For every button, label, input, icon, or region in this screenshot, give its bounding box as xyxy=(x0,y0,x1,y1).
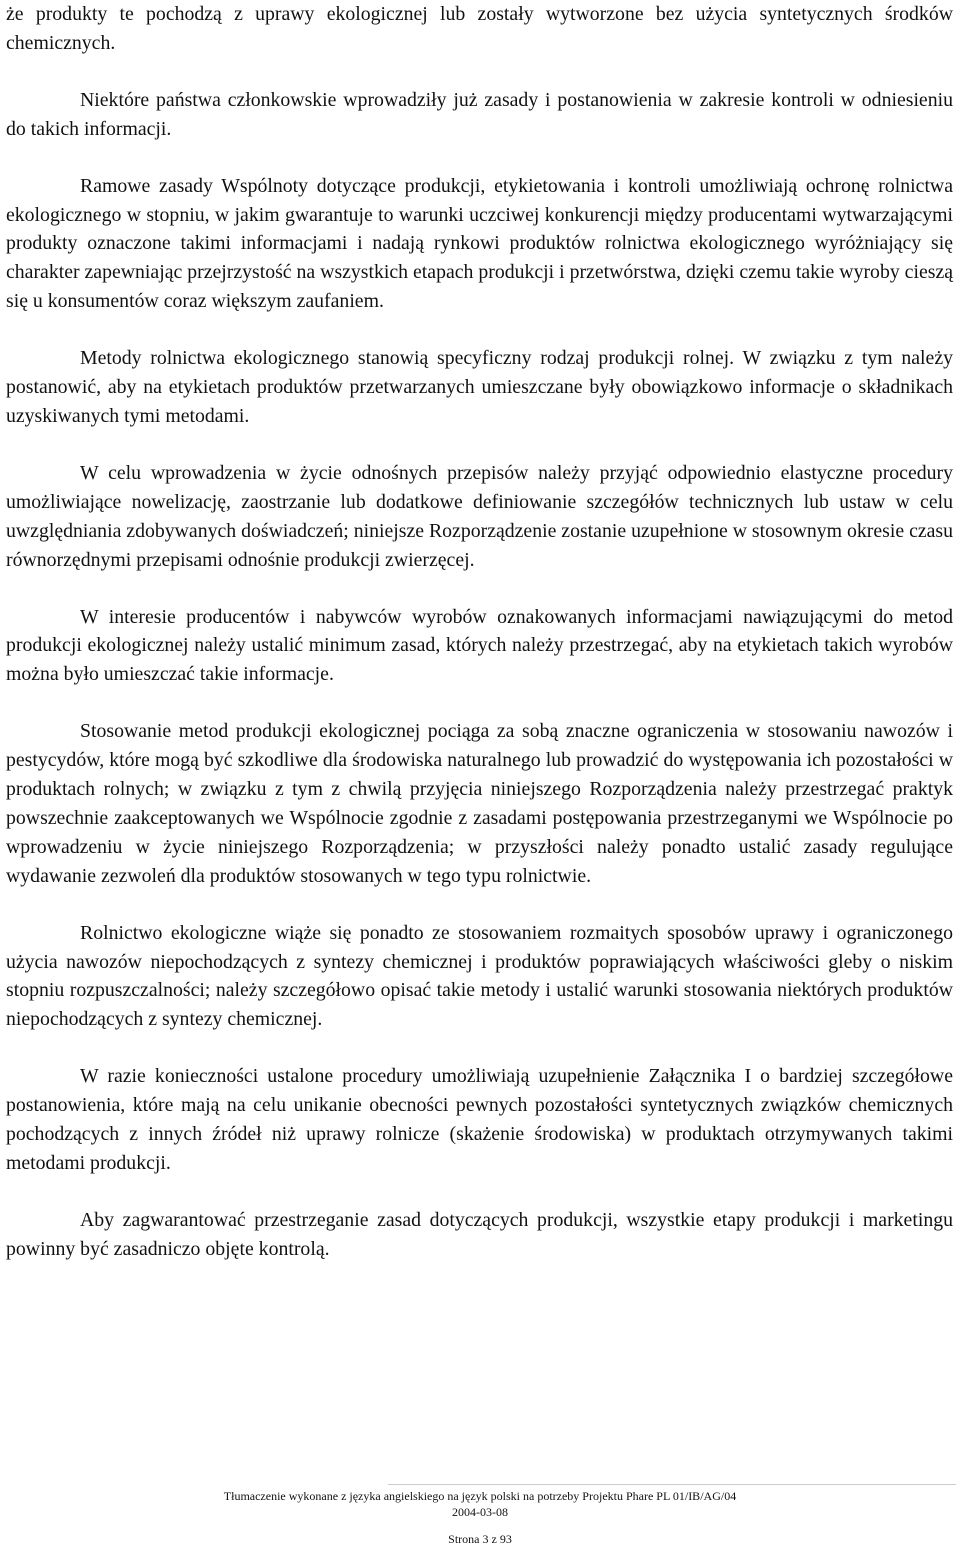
page-number: Strona 3 z 93 xyxy=(448,1532,512,1546)
paragraph: Aby zagwarantować przestrzeganie zasad dotyczących produkcji, wszystkie etapy produkcji i marketingu powinny być zasadniczo objęte kontrolą. xyxy=(6,1208,953,1260)
paragraph: Ramowe zasady Wspólnoty dotyczące produkcji, etykietowania i kontroli umożliwiają ochronę rolnictwa ekologicznego w stopniu, w jakim gwarantuje to warunki uczciwej konkurencji między producentami wytwarzającymi produkty oznaczone takimi informacjami i nadają rynkowi produktów rolnictwa ekologicznego wyróżniający się charakter zapewniając przejrzystość na wszystkich etapach produkcji i przetwórstwa, dzięki czemu takie wyroby cieszą się u konsumentów coraz większym zaufaniem. xyxy=(6,174,953,313)
paragraph: W celu wprowadzenia w życie odnośnych przepisów należy przyjąć odpowiednio elastyczne procedury umożliwiające nowelizację, zaostrzanie lub dodatkowe definiowanie szczegółów technicznych lub ustaw w celu uwzględniania zdobywanych doświadczeń; niniejsze Rozporządzenie zostanie uzupełnione w stosownym okresie czasu równorzędnymi przepisami odnośnie produkcji zwierzęcej. xyxy=(6,461,953,571)
paragraph: Rolnictwo ekologiczne wiąże się ponadto ze stosowaniem rozmaitych sposobów uprawy i ograniczonego użycia nawozów niepochodzących z syntezy chemicznej i produktów poprawiających właściwości gleby o niskim stopniu rozpuszczalności; należy szczegółowo opisać takie metody i ustalić warunki stosowania niektórych produktów niepochodzących z syntezy chemicznej. xyxy=(6,921,953,1031)
document-body xyxy=(6,0,953,1264)
footer-divider xyxy=(388,1484,956,1485)
paragraph: Metody rolnictwa ekologicznego stanowią specyficzny rodzaj produkcji rolnej. W związku z tym należy postanowić, aby na etykietach produktów przetwarzanych umieszczane były obowiązkowo informacje o składnikach uzyskiwanych tymi metodami. xyxy=(6,347,953,427)
page-footer xyxy=(0,1488,960,1520)
footer-translation-note: Tłumaczenie wykonane z języka angielskiego na język polski na potrzeby Projektu Phare PL 01/IB/AG/04 xyxy=(223,1489,737,1503)
paragraph: W interesie producentów i nabywców wyrobów oznakowanych informacjami nawiązującymi do metod produkcji ekologicznej należy ustalić minimum zasad, których należy przestrzegać, aby na etykietach takich wyrobów można było umieszczać takie informacje. xyxy=(6,605,953,686)
paragraph: Niektóre państwa członkowskie wprowadziły już zasady i postanowienia w zakresie kontroli w odniesieniu do takich informacji. xyxy=(6,88,953,140)
footer-date: 2004-03-08 xyxy=(452,1505,508,1519)
paragraph: Stosowanie metod produkcji ekologicznej pociąga za sobą znaczne ograniczenia w stosowaniu nawozów i pestycydów, które mogą być szkodliwe dla środowiska naturalnego lub prowadzić do występowania ich pozostałości w produktach rolnych; w związku z tym z chwilą przyjęcia niniejszego Rozporządzenia należy przestrzegać praktyk powszechnie zaakceptowanych we Wspólnocie zgodnie z zasadami postępowania przestrzeganymi we Wspólnocie po wprowadzeniu w życie niniejszego Rozporządzenia; w przyszłości należy ponadto ustalić zasady regulujące wydawanie zezwoleń dla produktów stosowanych w tego typu rolnictwie. xyxy=(6,720,953,887)
paragraph: W razie konieczności ustalone procedury umożliwiają uzupełnienie Załącznika I o bardziej szczegółowe postanowienia, które mają na celu unikanie obecności pewnych pozostałości syntetycznych związków chemicznych pochodzących z innych źródeł niż uprawy rolnicze (skażenie środowiska) w produktach otrzymywanych takimi metodami produkcji. xyxy=(6,1065,953,1174)
paragraph-continuation: że produkty te pochodzą z uprawy ekologicznej lub zostały wytworzone bez użycia syntetycznych środków chemicznych. xyxy=(6,3,953,54)
